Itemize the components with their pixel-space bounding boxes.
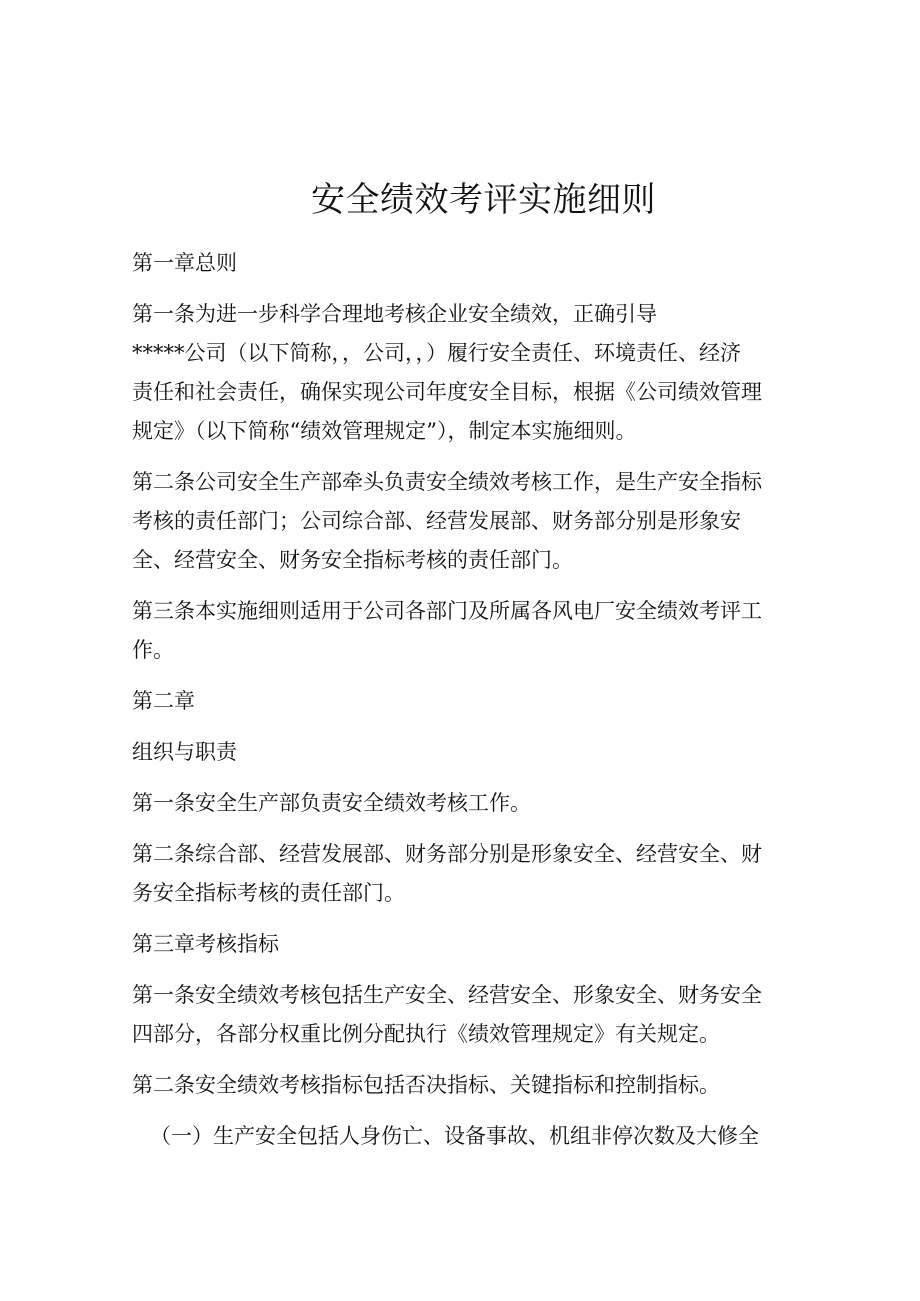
- text-line: 第二章: [132, 689, 195, 713]
- text-line: （一）生产安全包括人身伤亡、设备事故、机组非停次数及大修全: [150, 1124, 759, 1148]
- text-line: *****公司（以下简称，，公司，，）履行安全责任、环境责任、经济: [132, 341, 741, 365]
- paragraph: [132, 976, 797, 1054]
- text-line: 全、经营安全、财务安全指标考核的责任部门。: [132, 548, 573, 572]
- text-line: 组织与职责: [132, 740, 237, 764]
- paragraph: [132, 733, 797, 772]
- document-title: 安全绩效考评实施细则: [311, 180, 656, 220]
- text-line: 四部分，各部分权重比例分配执行《绩效管理规定》有关规定。: [132, 1022, 720, 1046]
- text-line: 考核的责任部门；公司综合部、经营发展部、财务部分别是形象安: [132, 509, 741, 533]
- paragraph: [132, 463, 797, 580]
- text-line: 第一章总则: [132, 251, 237, 275]
- text-line: 第一条为进一步科学合理地考核企业安全绩效，正确引导: [132, 302, 657, 326]
- text-line: 第三条本实施细则适用于公司各部门及所属各风电厂安全绩效考评工: [132, 599, 762, 623]
- text-line: 第一条安全绩效考核包括生产安全、经营安全、形象安全、财务安全: [132, 983, 762, 1007]
- paragraph: [132, 784, 797, 823]
- paragraph: [132, 682, 797, 721]
- document-body: [132, 244, 797, 1156]
- paragraph: [132, 925, 797, 964]
- text-line: 作。: [132, 638, 174, 662]
- paragraph: [132, 1117, 797, 1156]
- paragraph: [132, 592, 797, 670]
- text-line: 第三章考核指标: [132, 932, 279, 956]
- paragraph: [132, 835, 797, 913]
- paragraph: [132, 295, 797, 451]
- paragraph: [132, 244, 797, 283]
- text-line: 第二条综合部、经营发展部、财务部分别是形象安全、经营安全、财: [132, 842, 762, 866]
- text-line: 责任和社会责任，确保实现公司年度安全目标，根据《公司绩效管理: [132, 380, 762, 404]
- text-line: 务安全指标考核的责任部门。: [132, 881, 405, 905]
- text-line: 第一条安全生产部负责安全绩效考核工作。: [132, 791, 531, 815]
- text-line: 第二条安全绩效考核指标包括否决指标、关键指标和控制指标。: [132, 1073, 720, 1097]
- text-line: 第二条公司安全生产部牵头负责安全绩效考核工作，是生产安全指标: [132, 470, 762, 494]
- document-page: [132, 170, 797, 1168]
- paragraph: [132, 1066, 797, 1105]
- text-line: 规定》（以下简称“绩效管理规定”），制定本实施细则。: [132, 419, 637, 443]
